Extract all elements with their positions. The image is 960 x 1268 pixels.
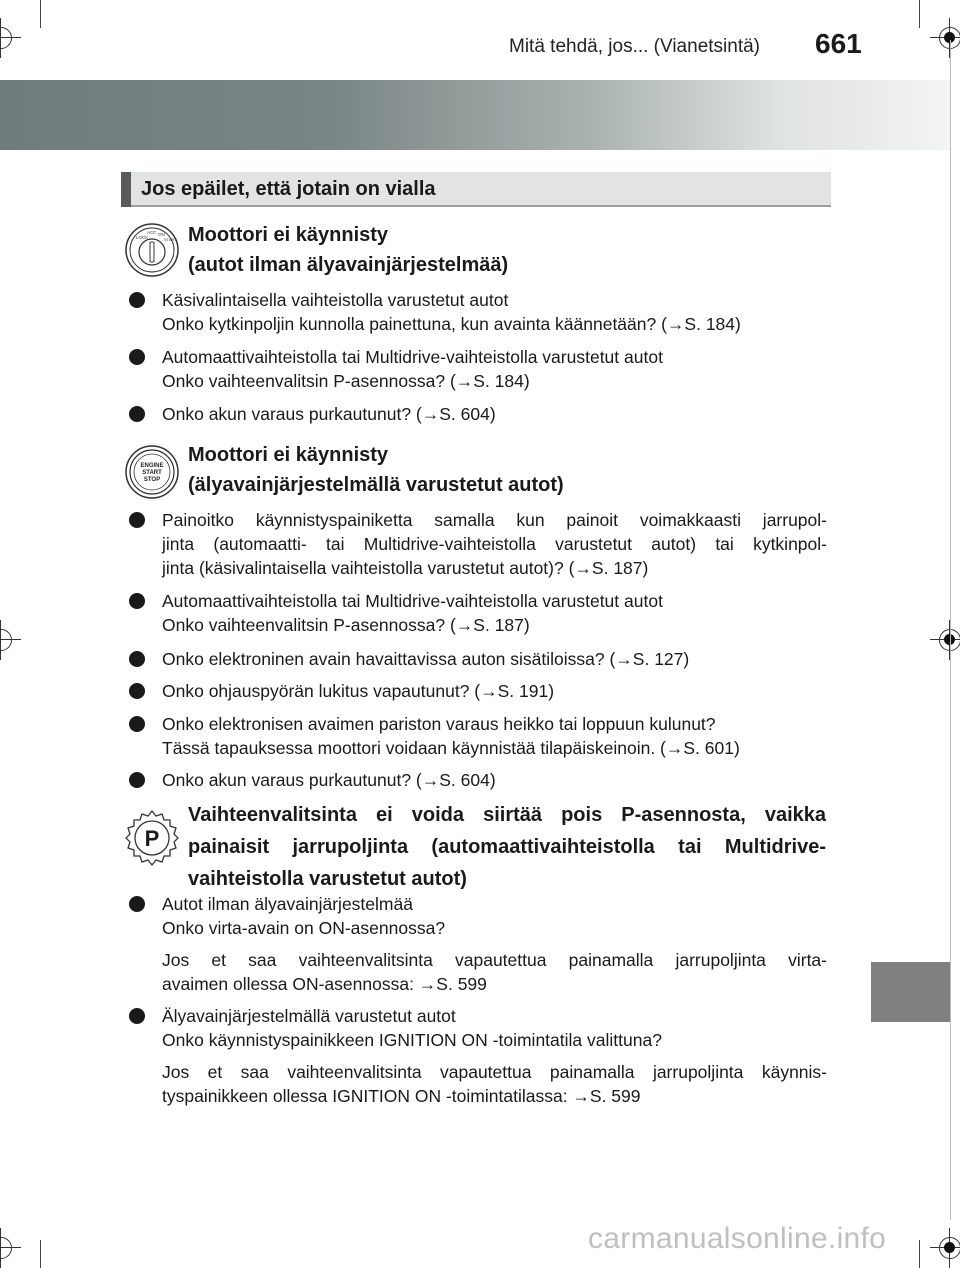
list-item-line: Tässä tapauksessa moottori voidaan käynnistää tilapäiskeinoin. (→S. 601) [162,738,740,758]
list-item [129,768,827,792]
block-title-line: painaisit jarrupoljinta (automaattivaihteistolla tai Multidrive- [188,836,826,858]
list-item-line: Onko elektronisen avaimen pariston varaus heikko tai loppuun kulunut? [162,714,716,734]
bullet-icon [129,349,145,365]
registration-mark [930,620,960,660]
registration-mark [930,1228,960,1268]
trim-mark [919,1240,920,1268]
list-item-line: Älyavainjärjestelmällä varustetut autot [162,1006,456,1026]
park-p-gear-icon [124,810,180,866]
list-item-line: Onko ohjauspyörän lukitus vapautunut? (→S. 191) [162,681,555,701]
list-item [129,679,827,703]
bullet-icon [129,292,145,308]
block-title-line: vaihteistolla varustetut autot) [188,868,467,890]
bullet-icon [129,716,145,732]
block-title-line: (autot ilman älyavainjärjestelmää) [188,254,509,276]
icon-label-start: START [164,237,177,242]
list-item-line: tyspainikkeen ollessa IGNITION ON -toimintatilassa: →S. 599 [162,1086,641,1106]
icon-label-start: START [142,470,162,476]
bullet-icon [129,1008,145,1024]
list-item-line: Käsivalintaisella vaihteistolla varustetut autot [162,290,509,310]
list-item-line: jinta (käsivalintaisella vaihteistolla varustetut autot)? (→S. 187) [162,558,649,578]
chapter-tab [871,962,950,1022]
icon-label-lock: LOCK [136,235,149,240]
bullet-icon [129,896,145,912]
list-item-line: Onko akun varaus purkautunut? (→S. 604) [162,770,496,790]
list-item [129,345,827,393]
list-item-line: Jos et saa vaihteenvalitsinta vapautettua painamalla jarrupoljinta virta- [162,950,827,970]
block-title-line: Vaihteenvalitsinta ei voida siirtää pois P-asennosta, vaikka [188,804,826,826]
trim-mark [919,0,920,28]
list-item [129,712,827,760]
registration-mark [930,18,960,58]
section-heading-text: Jos epäilet, että jotain on vialla [141,178,436,200]
list-item-line: Automaattivaihteistolla tai Multidrive-vaihteistolla varustetut autot [162,347,663,367]
list-item [129,402,827,426]
running-header-title: Mitä tehdä, jos... (Vianetsintä) [509,36,760,57]
icon-label-on: ON [158,232,165,237]
engine-start-stop-button-icon [124,444,180,500]
registration-mark [0,18,21,58]
bullet-icon [129,683,145,699]
page-number: 661 [815,28,862,59]
list-item-line: Onko akun varaus purkautunut? (→S. 604) [162,404,496,424]
block-title-line: Moottori ei käynnisty [188,224,389,246]
list-item [129,647,827,671]
block-title [188,220,508,280]
block-title [188,799,826,895]
ignition-key-switch-icon [124,222,180,278]
list-item-line: Onko elektroninen avain havaittavissa auton sisätiloissa? (→S. 127) [162,649,690,669]
page-edge-line [950,40,951,1220]
icon-label-acc: ACC [147,230,157,235]
list-item [129,508,827,580]
bullet-icon [129,406,145,422]
bullet-icon [129,772,145,788]
list-item-line: Onko käynnistyspainikkeen IGNITION ON -toimintatila valittuna? [162,1030,662,1050]
watermark-text: carmanualsonline.info [588,1222,887,1255]
list-item-line: Automaattivaihteistolla tai Multidrive-vaihteistolla varustetut autot [162,591,663,611]
block-title [188,440,564,500]
list-item-line: avaimen ollessa ON-asennossa: →S. 599 [162,974,487,994]
icon-label-stop: STOP [143,477,161,483]
list-item-line: Onko kytkinpoljin kunnolla painettuna, kun avainta käännetään? (→S. 184) [162,314,741,334]
list-item [129,1004,827,1108]
list-item-line: Onko virta-avain on ON-asennossa? [162,918,446,938]
block-title-line: (älyavainjärjestelmällä varustetut autot) [188,474,564,496]
icon-label-p: P [144,826,160,851]
list-item [129,288,827,336]
list-item-line: Autot ilman älyavainjärjestelmää [162,894,413,914]
list-item-line: Onko vaihteenvalitsin P-asennossa? (→S. 187) [162,615,530,635]
list-item [129,892,827,996]
trim-mark [40,1240,41,1268]
block-title-line: Moottori ei käynnisty [188,444,389,466]
section-heading [121,172,831,207]
icon-label-engine: ENGINE [140,463,164,469]
registration-mark [0,1228,21,1268]
section-heading-accent [121,172,131,207]
registration-mark [0,620,21,660]
list-item-line: Jos et saa vaihteenvalitsinta vapautettua painamalla jarrupoljinta käynnis- [162,1062,827,1082]
list-item-line: Onko vaihteenvalitsin P-asennossa? (→S. 184) [162,371,530,391]
bullet-icon [129,651,145,667]
bullet-icon [129,512,145,528]
bullet-icon [129,593,145,609]
list-item-line: jinta (automaatti- tai Multidrive-vaihteistolla varustetut autot) tai kytkinpol- [162,534,827,554]
header-gradient-bar [0,80,950,150]
list-item [129,589,827,637]
list-item-line: Painoitko käynnistyspainiketta samalla kun painoit voimakkaasti jarrupol- [162,510,827,530]
trim-mark [40,0,41,28]
